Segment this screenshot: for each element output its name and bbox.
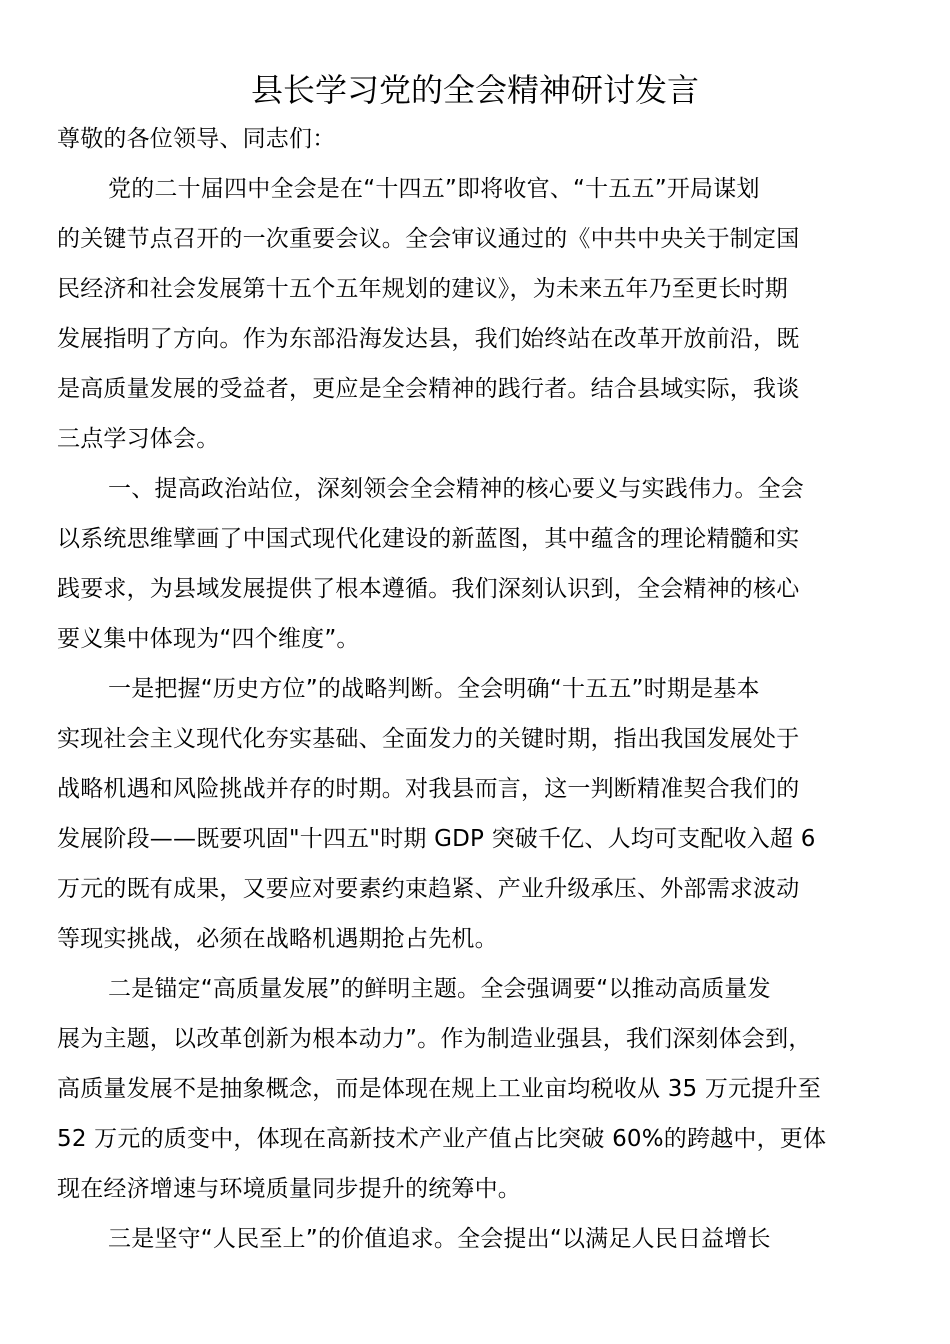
paragraph-line: 等现实挑战，必须在战略机遇期抢占先机。 — [57, 926, 498, 952]
paragraph-line: 展为主题，以改革创新为根本动力”。作为制造业强县，我们深刻体会到， — [57, 1026, 812, 1052]
paragraph-line: 要义集中体现为“四个维度”。 — [57, 626, 360, 652]
section-heading-line: 一、提高政治站位，深刻领会全会精神的核心要义与实践伟力。全会 — [108, 476, 804, 502]
paragraph-line: 52 万元的质变中，体现在高新技术产业产值占比突破 60%的跨越中，更体 — [57, 1126, 827, 1152]
paragraph-line: 以系统思维擘画了中国式现代化建设的新蓝图，其中蕴含的理论精髓和实 — [57, 526, 800, 552]
paragraph-intro — [57, 164, 897, 464]
paragraph-line: 党的二十届四中全会是在“十四五”即将收官、“十五五”开局谋划 — [108, 176, 760, 202]
paragraph-line: 二是锚定“高质量发展”的鲜明主题。全会强调要“以推动高质量发 — [108, 976, 771, 1002]
paragraph-line: 三是坚守“人民至上”的价值追求。全会提出“以满足人民日益增长 — [108, 1226, 771, 1252]
paragraph-line: 的关键节点召开的一次重要会议。全会审议通过的《中共中央关于制定国 — [57, 226, 800, 252]
paragraph-line: 民经济和社会发展第十五个五年规划的建议》，为未来五年乃至更长时期 — [57, 276, 788, 302]
document-title: 县长学习党的全会精神研讨发言 — [250, 71, 699, 109]
paragraph-line: 实现社会主义现代化夯实基础、全面发力的关键时期，指出我国发展处于 — [57, 726, 800, 752]
paragraph-line: 万元的既有成果，又要应对要素约束趋紧、产业升级承压、外部需求波动 — [57, 876, 800, 902]
paragraph-line: 三点学习体会。 — [57, 426, 220, 452]
paragraph-line: 战略机遇和风险挑战并存的时期。对我县而言，这一判断精准契合我们的 — [57, 776, 800, 802]
paragraph-section-one — [57, 464, 897, 664]
paragraph-line: 现在经济增速与环境质量同步提升的统筹中。 — [57, 1176, 521, 1202]
paragraph-line: 践要求，为县域发展提供了根本遵循。我们深刻认识到，全会精神的核心 — [57, 576, 800, 602]
paragraph-line: 发展阶段——既要巩固"十四五"时期 GDP 突破千亿、人均可支配收入超 6 — [57, 826, 816, 852]
paragraph-point-one — [57, 664, 897, 964]
paragraph-point-two — [57, 964, 897, 1214]
paragraph-line: 发展指明了方向。作为东部沿海发达县，我们始终站在改革开放前沿，既 — [57, 326, 800, 352]
document-body — [57, 114, 897, 1264]
salutation: 尊敬的各位领导、同志们： — [57, 126, 336, 152]
paragraph-line: 高质量发展不是抽象概念，而是体现在规上工业亩均税收从 35 万元提升至 — [57, 1076, 821, 1102]
paragraph-line: 一是把握“历史方位”的战略判断。全会明确“十五五”时期是基本 — [108, 676, 760, 702]
paragraph-line: 是高质量发展的受益者，更应是全会精神的践行者。结合县域实际，我谈 — [57, 376, 800, 402]
paragraph-point-three — [57, 1214, 897, 1264]
